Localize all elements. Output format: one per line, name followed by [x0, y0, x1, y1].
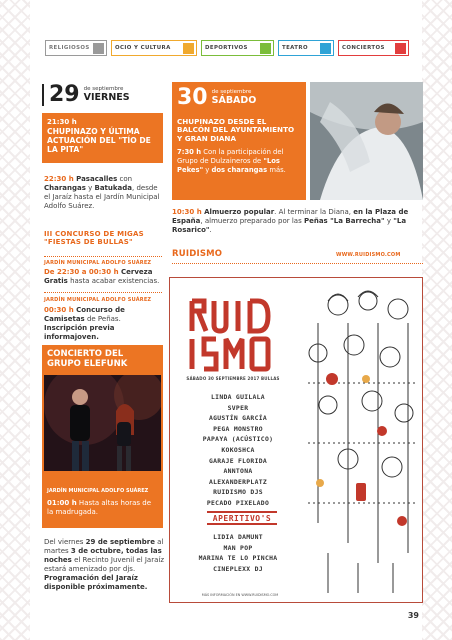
- lineup-item: ALEXANDERPLATZ: [208, 477, 268, 486]
- day-29-header: [42, 84, 130, 106]
- day-30-box: [172, 82, 306, 200]
- ruidismo-heading: RUIDISMO: [172, 249, 223, 259]
- recinto-text: Del viernes 29 de septiembre al martes 3 de octubre, todas las noches el Recinto Juvenil el Jaraíz estará amenizado por djs. Programación del Jaraíz disponible próximamente.: [44, 538, 165, 591]
- day-number: 30: [177, 85, 208, 110]
- day-30-header: [177, 87, 301, 109]
- lineup-item: MAN POP: [223, 543, 253, 552]
- poster-illustration: [298, 283, 422, 601]
- lineup-item: KOKOSHCA: [221, 445, 255, 454]
- tab-deportivos: DEPORTIVOS: [201, 40, 274, 56]
- category-tabs: [45, 40, 421, 56]
- event-time: 21:30 h: [47, 118, 77, 126]
- day-number: 29: [49, 82, 80, 107]
- diana-photo: [310, 82, 423, 200]
- divider: [44, 292, 162, 293]
- lineup-item: AGUSTÍN GARCÍA: [208, 414, 268, 423]
- tab-ocio-y-cultura: OCIO Y CULTURA: [111, 40, 197, 56]
- event-title: CHUPINAZO DESDE EL BALCÓN DEL AYUNTAMIENTO Y GRAN DIANA: [177, 117, 295, 143]
- color-square: [93, 43, 104, 54]
- camisetas-venue: JARDÍN MUNICIPAL ADOLFO SUÁREZ: [44, 297, 152, 303]
- elefunk-photo: [44, 375, 161, 471]
- migas-text: De 22:30 a 00:30 h Cerveza Gratis hasta acabar existencias.: [44, 268, 160, 285]
- tab-teatro: TEATRO: [278, 40, 334, 56]
- elefunk-text: 01:00 h Hasta altas horas de la madrugada.: [47, 499, 152, 516]
- chupinazo-29-box: [42, 113, 163, 163]
- left-pattern: [0, 0, 30, 640]
- page-number: 39: [407, 611, 419, 620]
- aperitivo-lineup: [174, 532, 302, 574]
- color-square: [395, 43, 406, 54]
- tab-religiosos: RELIGIOSOS: [45, 40, 107, 56]
- poster-footer: MÁS INFORMACIÓN EN WWW.RUIDISMO.COM: [201, 593, 279, 597]
- lineup-item: SVPER: [227, 403, 249, 412]
- day-month: de septiembre: [83, 86, 124, 93]
- elefunk-venue: JARDÍN MUNICIPAL ADOLFO SUÁREZ: [47, 488, 149, 494]
- event-text: 7:30 h Con la participación del Grupo de Dulzaineros de "Los Pekes" y dos charangas más.: [177, 148, 286, 174]
- day-month: de septiembre: [211, 89, 252, 96]
- lineup-item: PECADO PIXELADO: [206, 498, 270, 507]
- migas-title: III CONCURSO DE MIGAS "FIESTAS DE BULLAS": [44, 230, 144, 247]
- color-square: [260, 43, 271, 54]
- ruidismo-logo: [188, 297, 272, 373]
- color-square: [320, 43, 331, 54]
- color-square: [183, 43, 194, 54]
- day-weekday: VIERNES: [83, 91, 130, 103]
- lineup-item: GARAJE FLORIDA: [208, 456, 268, 465]
- lineup-item: LINDA GUILALA: [211, 393, 265, 401]
- ruidismo-poster: [169, 277, 423, 603]
- camisetas-text: 00:30 h Concurso de Camisetas de Peñas. Inscripción previa informajoven.: [44, 306, 125, 341]
- aperitivo-logo: APERITIVO'S: [207, 511, 277, 525]
- lineup-item: ANNTONA: [223, 467, 253, 476]
- day-divider: [42, 84, 44, 106]
- elefunk-title: CONCIERTO DEL GRUPO ELEFUNK: [47, 349, 128, 369]
- day-weekday: SÁBADO: [211, 94, 257, 106]
- pasacalles-text: 22:30 h Pasacalles con Charangas y Batukada, desde el Jaraíz hasta el Jardín Municipal Adolfo Suárez.: [44, 175, 160, 210]
- lineup-item: RUIDISMO DJS: [213, 488, 263, 497]
- elefunk-box: [42, 345, 163, 528]
- event-title: CHUPINAZO Y ÚLTIMA ACTUACIÓN DEL "TÍO DE LA PITA": [47, 127, 151, 154]
- divider: [172, 263, 423, 264]
- right-pattern: [422, 0, 452, 640]
- poster-date: SÁBADO 30 SEPTIEMBRE 2017 BULLAS: [186, 376, 280, 381]
- almuerzo-text: 10:30 h Almuerzo popular. Al terminar la Diana, en la Plaza de España, almuerzo preparado por las Peñas "La Barrecha" y "La Rosarico".: [172, 208, 409, 234]
- lineup-list: [174, 392, 302, 509]
- lineup-item: MARINA TE LO PINCHA: [198, 554, 278, 563]
- lineup-item: PAPAYA (ACÚSTICO): [202, 435, 274, 444]
- tab-conciertos: CONCIERTOS: [338, 40, 409, 56]
- divider: [44, 256, 162, 257]
- migas-venue: JARDÍN MUNICIPAL ADOLFO SUÁREZ: [44, 260, 152, 266]
- lineup-item: CINEPLEXX DJ: [213, 564, 263, 573]
- lineup-item: PEGA MONSTRO: [213, 424, 263, 433]
- lineup-item: LIDIA DAMUNT: [213, 533, 263, 541]
- ruidismo-url[interactable]: WWW.RUIDISMO.COM: [336, 252, 401, 258]
